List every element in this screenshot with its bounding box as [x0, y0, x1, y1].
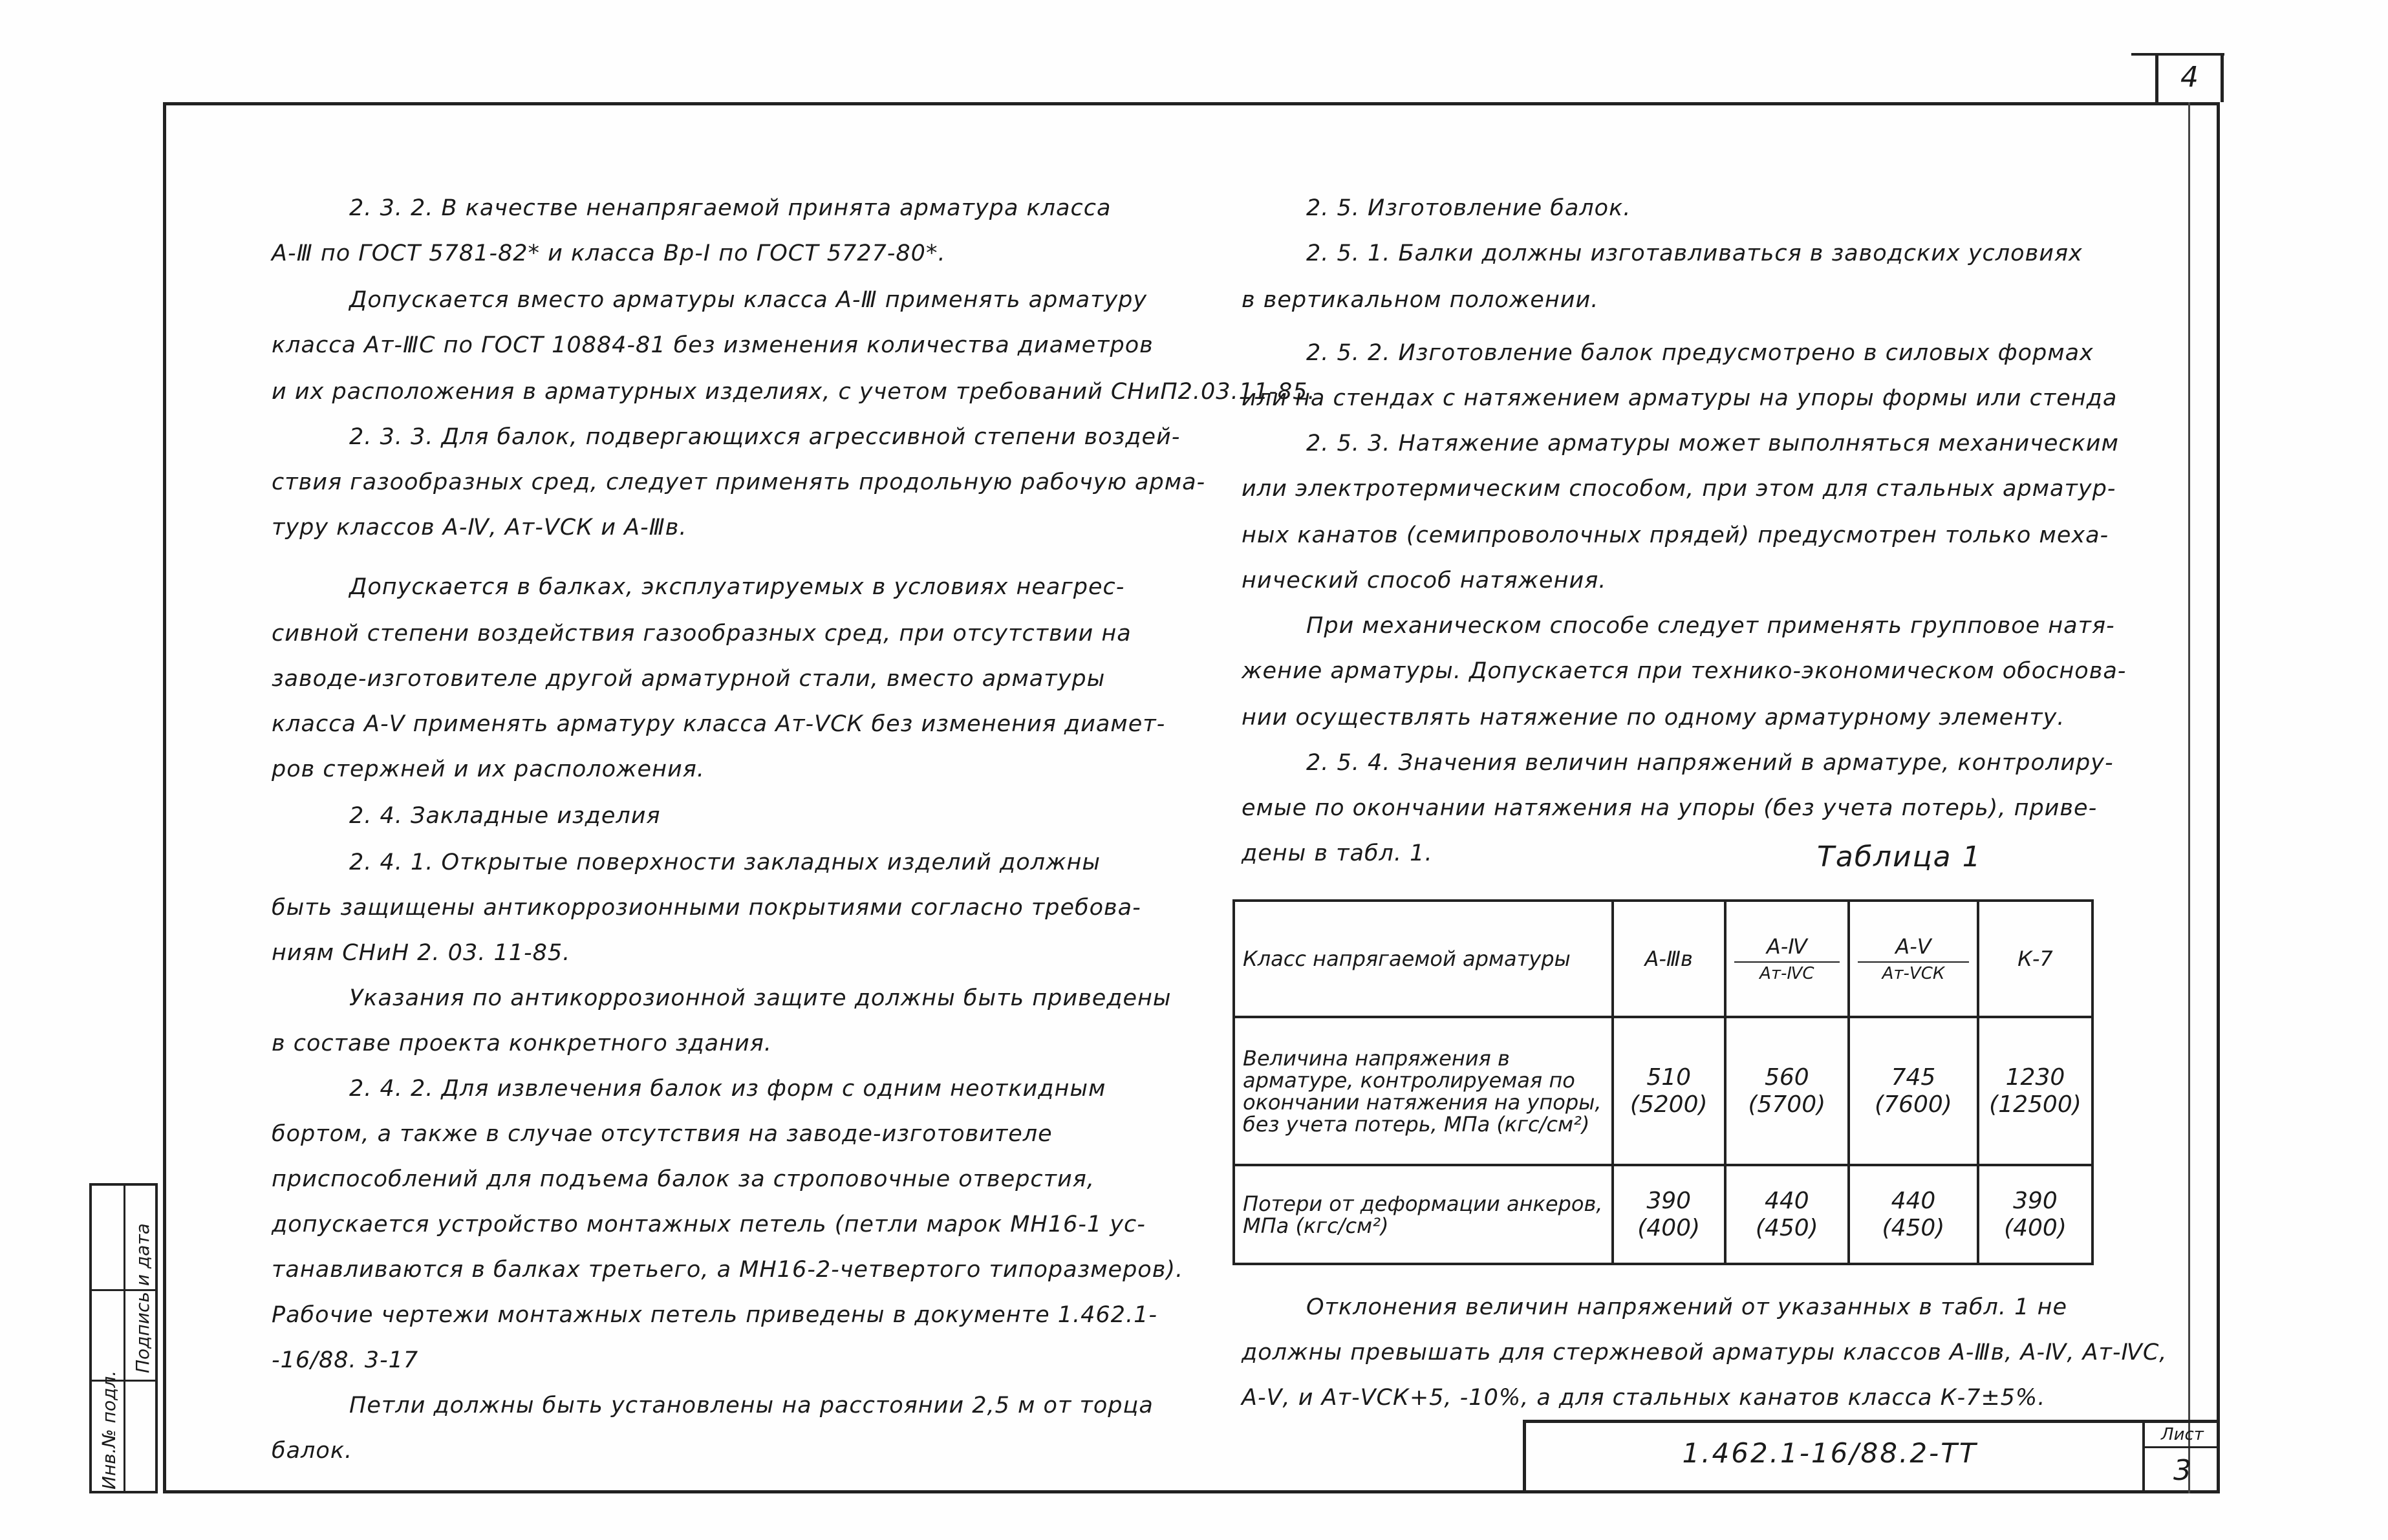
sheet-box [2142, 1423, 2220, 1493]
text-line: нический способ натяжения. [1242, 568, 1607, 594]
text-line: заводе-изготовителе другой арматурной стали, вместо арматуры [272, 666, 1106, 692]
text-line: сивной степени воздействия газообразных сред, при отсутствии на [272, 621, 1132, 647]
text-line: 2. 4. 1. Открытые поверхности закладных изделий должны [349, 850, 1101, 875]
text-line: 2. 5. 1. Балки должны изготавливаться в заводских условиях [1306, 241, 2083, 266]
text-line: или на стендах с натяжением арматуры на упоры формы или стенда [1242, 385, 2118, 411]
row-label: Величина напряжения в арматуре, контролируемая по окончании натяжения на упоры, без учета потерь, МПа (кгс/см²) [1234, 1017, 1613, 1165]
text-line: -16/88. 3-17 [272, 1347, 419, 1373]
text-line: Указания по антикоррозионной защите должны быть приведены [349, 985, 1172, 1011]
table-col-header [1725, 901, 1849, 1017]
table-cell: 390 (400) [1978, 1165, 2092, 1264]
text-line: 2. 5. 3. Натяжение арматуры может выполняться механическим [1306, 431, 2119, 456]
text-line: класса А-Ⅴ применять арматуру класса Ат-ⅤСК без изменения диамет- [272, 711, 1166, 737]
text-line: ствия газообразных сред, следует применять продольную рабочую арма- [272, 469, 1206, 495]
text-line: или электротермическим способом, при этом для стальных арматур- [1242, 476, 2116, 502]
col-top: А-Ⅳ [1766, 934, 1807, 959]
text-line: При механическом способе следует применять групповое натя- [1306, 613, 2115, 639]
text-line: Рабочие чертежи монтажных петель приведены в документе 1.462.1- [272, 1302, 1157, 1328]
text-line: нии осуществлять натяжение по одному арматурному элементу. [1242, 705, 2065, 731]
text-line: балок. [272, 1438, 353, 1464]
signature-sidebar [89, 1183, 158, 1493]
col-bottom: Ат-ⅣС [1734, 961, 1840, 983]
text-line: 2. 5. 4. Значения величин напряжений в арматуре, контролиру- [1306, 750, 2114, 776]
table-header-label: Класс напрягаемой арматуры [1234, 901, 1613, 1017]
frame-inner-rule [2188, 102, 2190, 1493]
row-label: Потери от деформации анкеров, МПа (кгс/см²) [1234, 1165, 1613, 1264]
col-top: К-7 [2017, 946, 2053, 971]
table-cell: 510 (5200) [1613, 1017, 1725, 1165]
text-line: должны превышать для стержневой арматуры классов А-Ⅲв, А-Ⅳ, Ат-ⅣС, [1242, 1340, 2167, 1365]
text-line: ров стержней и их расположения. [272, 756, 705, 782]
table-col-header [1978, 901, 2092, 1017]
col-bottom: Ат-ⅤСК [1858, 961, 1969, 983]
text-line: А-Ⅴ, и Ат-ⅤСК+5, -10%, а для стальных канатов класса К-7±5%. [1242, 1385, 2046, 1411]
text-line: Петли должны быть установлены на расстоянии 2,5 м от торца [349, 1393, 1154, 1418]
sidebar-divider [124, 1186, 125, 1491]
text-line: емые по окончании натяжения на упоры (без учета потерь), приве- [1242, 795, 2098, 821]
text-line: Допускается вместо арматуры класса А-Ⅲ применять арматуру [349, 287, 1148, 313]
text-line: 2. 3. 2. В качестве ненапрягаемой принята арматура класса [349, 195, 1112, 221]
text-line: класса Ат-ⅢС по ГОСТ 10884-81 без изменения количества диаметров [272, 332, 1154, 358]
text-line: в составе проекта конкретного здания. [272, 1031, 772, 1056]
table-caption: Таблица 1 [1817, 840, 1982, 873]
sidebar-inv-label: Инв.№ подл. [98, 1370, 120, 1490]
text-line: 2. 5. 2. Изготовление балок предусмотрено в силовых формах [1306, 340, 2094, 366]
table-cell: 560 (5700) [1725, 1017, 1849, 1165]
text-line: Отклонения величин напряжений от указанных в табл. 1 не [1306, 1294, 2067, 1320]
text-line: бортом, а также в случае отсутствия на заводе-изготовителе [272, 1121, 1053, 1147]
table-cell: 1230 (12500) [1978, 1017, 2092, 1165]
text-line: жение арматуры. Допускается при технико-экономическом обоснова- [1242, 658, 2127, 684]
text-line: А-Ⅲ по ГОСТ 5781-82* и класса Вр-Ⅰ по ГОСТ 5727-80*. [272, 241, 946, 266]
col-top: А-Ⅲв [1644, 946, 1693, 971]
table-cell: 440 (450) [1849, 1165, 1978, 1264]
text-line: туру классов А-Ⅳ, Ат-ⅤСК и А-Ⅲв. [272, 515, 687, 540]
text-line: приспособлений для подъема балок за строповочные отверстия, [272, 1166, 1095, 1192]
table-cell: 745 (7600) [1849, 1017, 1978, 1165]
text-line: дены в табл. 1. [1242, 840, 1433, 866]
text-line: 2. 5. Изготовление балок. [1306, 195, 1631, 221]
text-line: Допускается в балках, эксплуатируемых в условиях неагрес- [349, 574, 1125, 600]
text-line: в вертикальном положении. [1242, 287, 1599, 313]
text-line: ниям СНиН 2. 03. 11-85. [272, 940, 571, 966]
text-line: 2. 4. 2. Для извлечения балок из форм с одним неоткидным [349, 1076, 1106, 1102]
table-cell: 390 (400) [1613, 1165, 1725, 1264]
stress-table [1232, 899, 2094, 1265]
text-line: танавливаются в балках третьего, а МН16-2-четвертого типоразмеров). [272, 1257, 1184, 1283]
document-code: 1.462.1-16/88.2-ТТ [1682, 1437, 1978, 1469]
text-line: ных канатов (семипроволочных прядей) предусмотрен только меха- [1242, 522, 2109, 548]
table-cell: 440 (450) [1725, 1165, 1849, 1264]
table-row [1234, 1165, 2092, 1264]
text-line: быть защищены антикоррозионными покрытиями согласно требова- [272, 895, 1141, 921]
col-top: А-Ⅴ [1895, 934, 1931, 959]
text-line: 2. 3. 3. Для балок, подвергающихся агрессивной степени воздей- [349, 424, 1181, 450]
title-stamp [1523, 1420, 2220, 1493]
table-row [1234, 1017, 2092, 1165]
text-line: допускается устройство монтажных петель (петли марок МН16-1 ус- [272, 1212, 1146, 1237]
sheet-number: 3 [2173, 1454, 2191, 1487]
table-header-row [1234, 901, 2092, 1017]
table-col-header [1613, 901, 1725, 1017]
text-line: 2. 4. Закладные изделия [349, 803, 661, 829]
sidebar-sign-label: Подпись и дата [132, 1223, 153, 1373]
sheet-label: Лист [2145, 1423, 2220, 1448]
page-number: 4 [2155, 53, 2224, 102]
text-line: и их расположения в арматурных изделиях, с учетом требований СНиП2.03.11-85. [272, 379, 1316, 405]
table-col-header [1849, 901, 1978, 1017]
